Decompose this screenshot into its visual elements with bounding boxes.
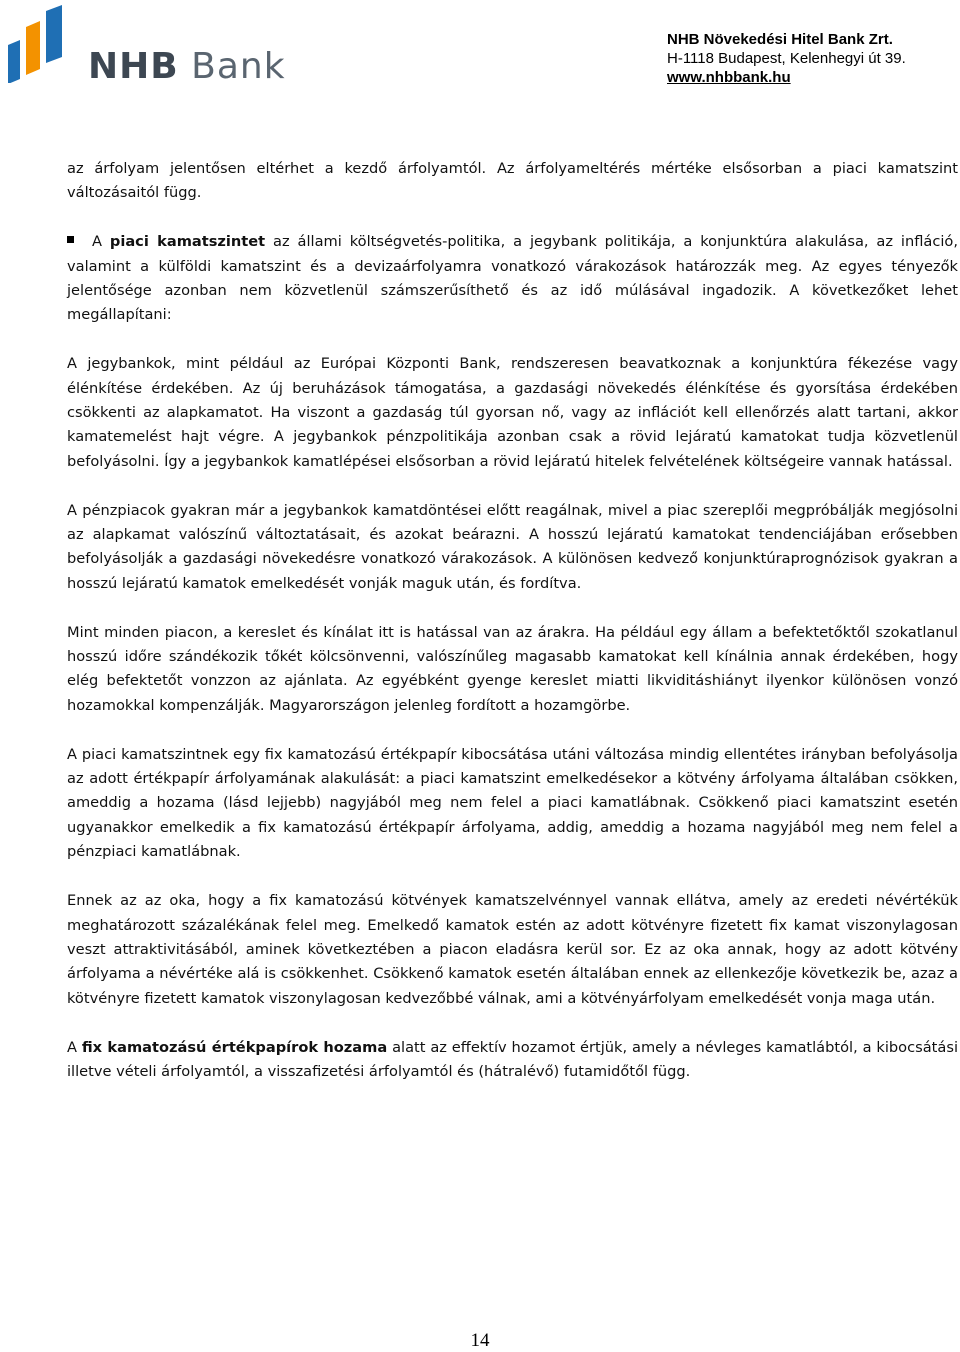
paragraph-2 bbox=[67, 230, 958, 328]
paragraph-8-post: alatt az effektív hozamot értjük, amely a névleges kamatlábtól, a kibocsátási illetve vételi árfolyamtól, a visszafizetési árfolyamtól és (hátralévő) futamidőtől függ. bbox=[67, 1038, 958, 1080]
document-body bbox=[67, 157, 958, 1084]
page-number: 14 bbox=[470, 1330, 490, 1351]
paragraph-2-pre: A bbox=[92, 233, 110, 251]
company-address: H-1118 Budapest, Kelenhegyi út 39. bbox=[667, 50, 906, 67]
company-name: NHB Növekedési Hitel Bank Zrt. bbox=[667, 31, 893, 48]
logo-wordmark-thin: Bank bbox=[191, 46, 286, 87]
paragraph-2-bold: piaci kamatszintet bbox=[109, 233, 266, 251]
paragraph-8-bold: fix kamatozású értékpapírok hozama bbox=[81, 1038, 388, 1056]
company-url[interactable]: www.nhbbank.hu bbox=[667, 69, 791, 86]
paragraph-5: Mint minden piacon, a kereslet és kínálat itt is hatással van az árakra. Ha például egy állam a befektetőktől szokatlanul hosszú időre szándékozik tőkét kölcsönvenni, valószínűleg magasabb kamatokat kell kínálnia annak érdekében, hogy elég befektetőt vonzzon az ajánlata. Az egyébként gyenge kereslet miatti likviditáshiányt ilyenkor különösen vonzó hozamokkal kompenzálják. Magyarországon jelenleg fordított a hozamgörbe. bbox=[67, 623, 958, 714]
paragraph-8-pre: A bbox=[67, 1038, 82, 1056]
paragraph-3: A jegybankok, mint például az Európai Központi Bank, rendszeresen beavatkoznak a konjunktúra fékezése vagy élénkítése érdekében. Az új beruházások támogatása, a gazdasági növekedés élénkítése és gyorsítása érdekében csökkenti az alapkamatot. Ha viszont a gazdaság túl gyorsan nő, vagy az inflációt kell ellenőrzés alatt tartani, akkor kamatemelést hajt végre. A jegybankok pénzpolitikája azonban csak a rövid lejáratú kamatokat tudja közvetlenül befolyásolni. Így a jegybankok kamatlépései elsősorban a rövid lejáratú hitelek felvételének költségeire vannak hatással. bbox=[67, 355, 958, 470]
paragraph-2-post: az állami költségvetés-politika, a jegybank politikája, a konjunktúra alakulása, az infláció, valamint a külföldi kamatszint és a devizaárfolyamra vonatkozó várakozások határozzák meg. Az egyes tényezők jelentősége azonban nem közvetlenül számszerűsíthető és az idő múlásával ingadozik. A következőket lehet megállapítani: bbox=[67, 233, 958, 324]
company-info bbox=[667, 30, 906, 87]
paragraph-6: A piaci kamatszintnek egy fix kamatozású értékpapír kibocsátása utáni változása mindig ellentétes irányban befolyásolja az adott értékpapír árfolyamának alakulását: a piaci kamatszint emelkedésekor a kötvény árfolyama általában csökken, ameddig a hozama (lásd lejjebb) nagyjából meg nem felel a piaci kamatlábnak. Csökkenő piaci kamatszint esetén ugyanakkor emelkedik a fix kamatozású értékpapír árfolyama, addig, ameddig a hozama nagyjából meg nem felel a pénzpiaci kamatlábnak. bbox=[67, 745, 958, 861]
paragraph-4: A pénzpiacok gyakran már a jegybankok kamatdöntései előtt reagálnak, mivel a piac szereplői megpróbálják megjósolni az alapkamat valószínű változtatásait, és azokat beárazni. A hosszú lejáratú kamatokat tendenciájában erősebben befolyásolják a gazdasági növekedésre vonatkozó várakozások. A különösen kedvező konjunktúraprognózisok gyakran a hosszú lejáratú kamatok emelkedését vonják maguk után, és fordítva. bbox=[67, 501, 958, 592]
paragraph-1: az árfolyam jelentősen eltérhet a kezdő árfolyamtól. Az árfolyameltérés mértéke elsősorban a piaci kamatszint változásaitól függ. bbox=[67, 160, 958, 202]
paragraph-7: Ennek az az oka, hogy a fix kamatozású kötvények kamatszelvénnyel vannak ellátva, amely az eredeti névértékük meghatározott százalékának felel meg. Emelkedő kamatok estén az adott kötvényre fizetett fix kamat viszonylagosan veszt attraktivitásából, aminek következtében a piacon eladásra kerül sor. Ez az oka annak, hogy az adott kötvény árfolyama a névértéke alá is csökkenhet. Csökkenő kamatok esetén általában ennek az ellenkezője következik be, azaz a kötvényre fizetett kamatok viszonylagosan kedvezőbbé válnak, ami a kötvényárfolyam emelkedését vonja maga után. bbox=[67, 892, 958, 1007]
bullet-icon bbox=[67, 236, 74, 243]
nhb-bank-logo bbox=[6, 5, 286, 87]
logo-wordmark bbox=[88, 46, 286, 87]
logo-mark-icon bbox=[6, 5, 68, 83]
logo-wordmark-bold: NHB bbox=[88, 46, 179, 87]
paragraph-8 bbox=[67, 1036, 958, 1085]
